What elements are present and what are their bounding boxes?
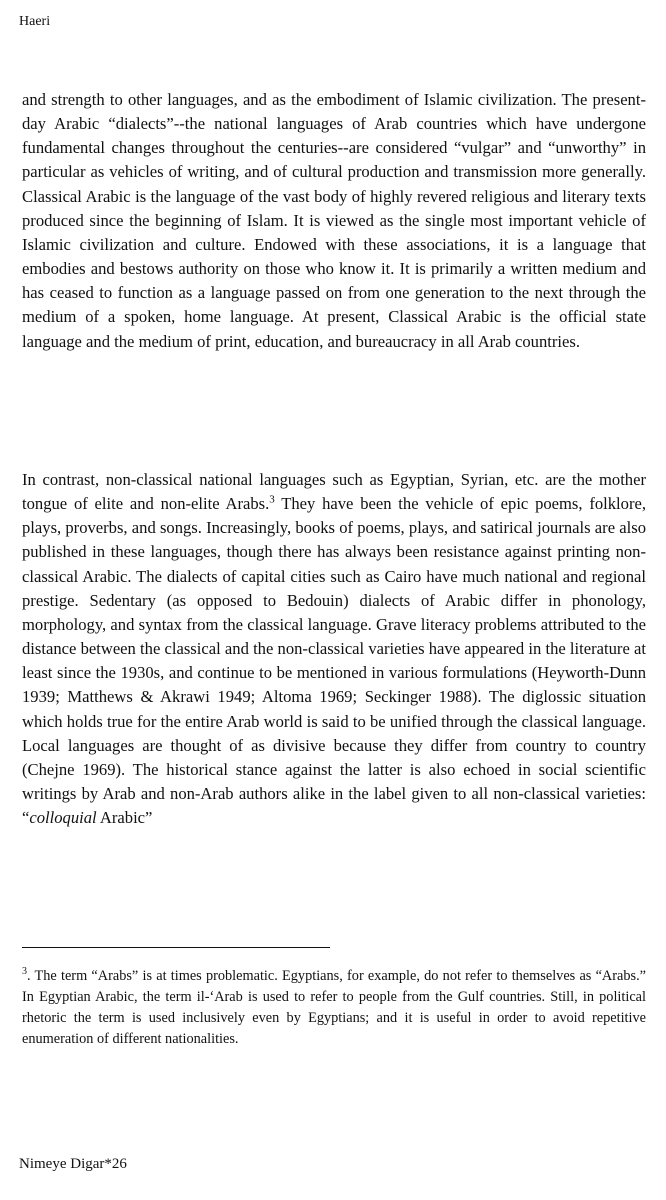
footnote	[22, 966, 646, 1050]
footnote-text: . The term “Arabs” is at times problematic. Egyptians, for example, do not refer to themselves as “Arabs.” In Egyptian Arabic, the term il-‘Arab is used to refer to people from the Gulf countries. Still, in political rhetoric the term is used inclusively even by Egyptians; and it is useful in order to avoid repetitive enumeration of different nationalities.	[22, 968, 646, 1047]
footnote-divider	[22, 947, 330, 948]
footnote-reference: 3	[269, 493, 275, 506]
body-paragraph-2	[22, 468, 646, 830]
body-paragraph-1: and strength to other languages, and as the embodiment of Islamic civilization. The present-day Arabic “dialects”--the national languages of Arab countries which have undergone fundamental changes throughout the centuries--are considered “vulgar” and “unworthy” in particular as vehicles of writing, and of cultural production and transmission more generally. Classical Arabic is the language of the vast body of highly revered religious and literary texts produced since the beginning of Islam. It is viewed as the single most important vehicle of Islamic civilization and culture. Endowed with these associations, it is a language that embodies and bestows authority on those who know it. It is primarily a written medium and has ceased to function as a language passed on from one generation to the next through the medium of a spoken, home language. At present, Classical Arabic is the official state language and the medium of print, education, and bureaucracy in all Arab countries.	[22, 90, 646, 351]
page-footer: Nimeye Digar*26	[19, 1156, 127, 1172]
paragraph-2-text-start: In contrast, non-classical national languages such as Egyptian, Syrian, etc. are the mother tongue of elite and non-elite Arabs.	[22, 470, 646, 514]
italic-term: colloquial	[29, 808, 97, 828]
running-head: Haeri	[19, 14, 51, 29]
footnote-number: 3	[22, 966, 27, 978]
paragraph-2-text-end: Arabic”	[96, 808, 153, 828]
paragraph-2-text-middle: They have been the vehicle of epic poems, folklore, plays, proverbs, and songs. Increasingly, books of poems, plays, and satirical journals are also published in these languages, though there has always been resistance against printing non-classical Arabic. The dialects of capital cities such as Cairo have much national and regional prestige. Sedentary (as opposed to Bedouin) dialects of Arabic differ in phonology, morphology, and syntax from the classical language. Grave literacy problems attributed to the distance between the classical and the non-classical varieties have appeared in the literature at least since the 1930s, and continue to be mentioned in various formulations (Heyworth-Dunn 1939; Matthews & Akrawi 1949; Altoma 1969; Seckinger 1988). The diglossic situation which holds true for the entire Arab world is said to be unified through the classical language. Local languages are thought of as divisive because they differ from country to country (Chejne 1969). The historical stance against the latter is also echoed in social scientific writings by Arab and non-Arab authors alike in the label given to all non-classical varieties: “	[22, 494, 646, 828]
